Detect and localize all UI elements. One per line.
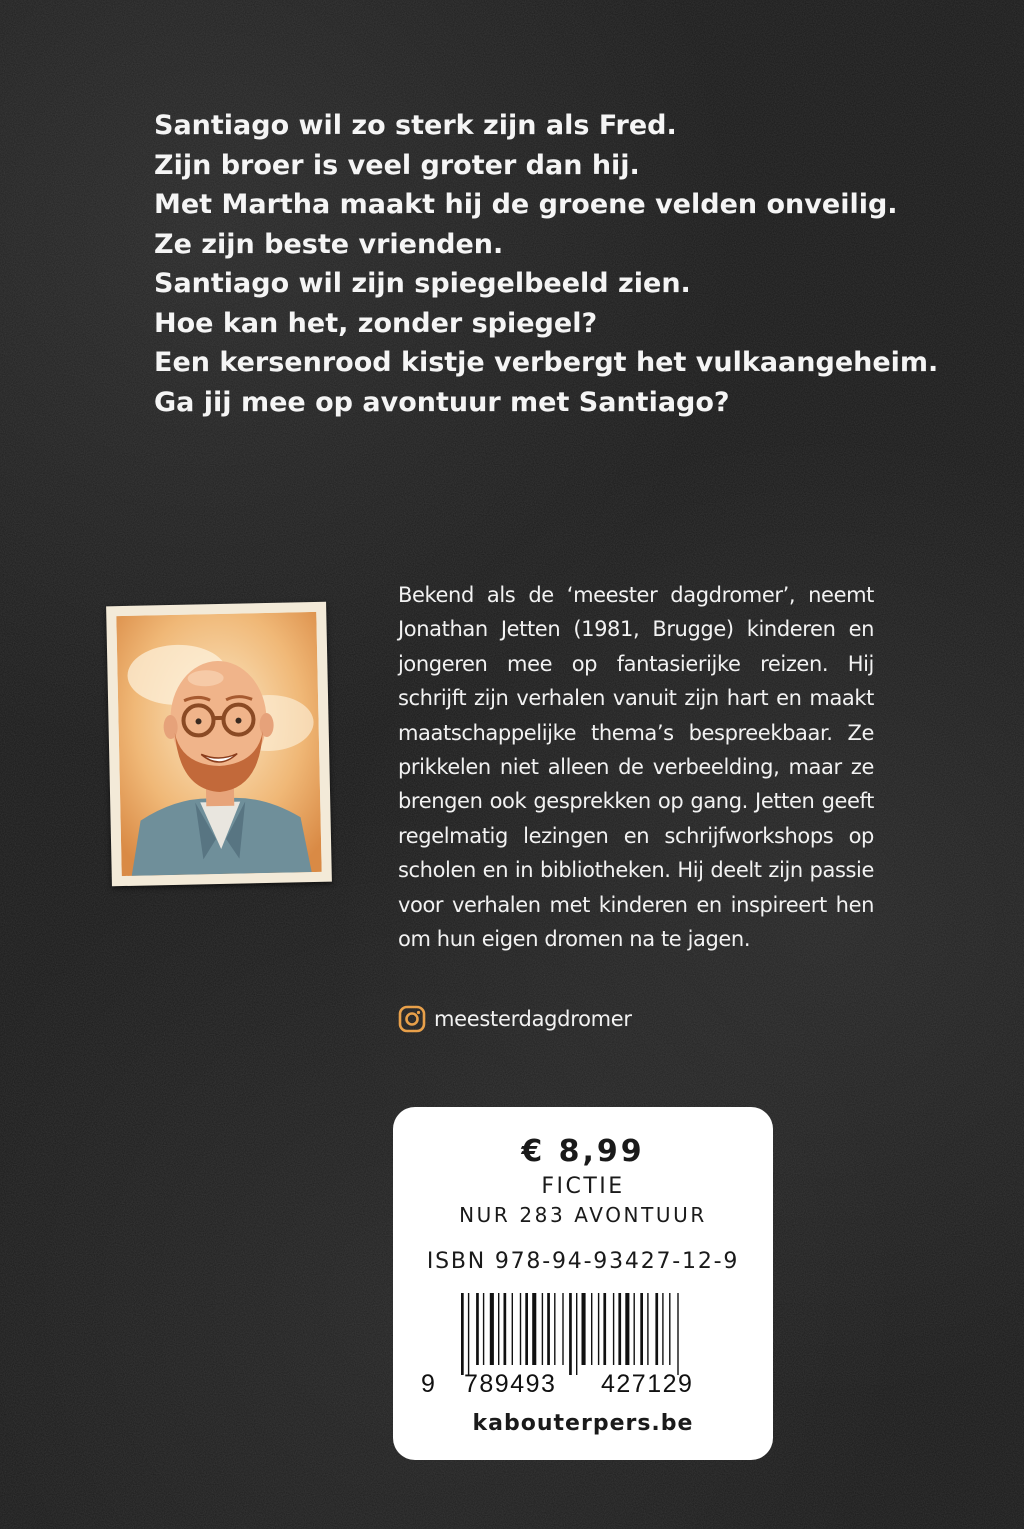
barcode-bar [618, 1293, 621, 1365]
barcode-bar [582, 1293, 586, 1365]
blurb-line: Een kersenrood kistje verbergt het vulkaangeheim. [154, 347, 939, 378]
barcode-bar [647, 1293, 648, 1365]
blurb-line: Ze zijn beste vrienden. [154, 228, 504, 260]
blurb-line: Santiago wil zijn spiegelbeeld zien. [154, 268, 691, 299]
barcode-bar [483, 1293, 484, 1365]
barcode-bar [461, 1293, 464, 1375]
isbn-number: ISBN 978-94-93427-12-9 [426, 1249, 740, 1274]
barcode-bar [547, 1293, 550, 1365]
blurb-line: Ga jij mee op avontuur met Santiago? [154, 386, 730, 418]
author-illustration [116, 612, 321, 876]
barcode-bar [562, 1293, 563, 1365]
barcode-bar [504, 1293, 507, 1365]
blurb-text [154, 106, 939, 422]
barcode-bar [542, 1293, 543, 1365]
barcode-bar [613, 1293, 614, 1365]
instagram-icon [398, 1005, 426, 1033]
instagram-handle: meesterdagdromer [434, 1007, 632, 1031]
isbn-barcode [431, 1293, 731, 1375]
barcode-bar [520, 1293, 521, 1365]
price-info-card [393, 1107, 773, 1460]
blurb-line: Hoe kan het, zonder spiegel? [154, 307, 598, 339]
barcode-bar [677, 1293, 678, 1375]
barcode-bar [476, 1293, 479, 1365]
barcode-bar [634, 1293, 635, 1365]
blurb-line: Zijn broer is veel groter dan hij. [154, 149, 640, 181]
barcode-bar [576, 1293, 577, 1375]
barcode-bar [512, 1293, 513, 1365]
blurb-line: Met Martha maakt hij de groene velden onveilig. [154, 189, 898, 220]
barcode-bar [669, 1293, 670, 1365]
barcode-bar [498, 1293, 499, 1365]
barcode-bar [603, 1293, 606, 1365]
barcode-bar [525, 1293, 528, 1365]
barcode-bar [468, 1293, 469, 1375]
barcode-digits-first: 9 [421, 1370, 437, 1398]
genre-label: FICTIE [541, 1174, 625, 1199]
barcode-bar [625, 1293, 629, 1365]
barcode-bar [569, 1293, 572, 1375]
barcode-bar [640, 1293, 643, 1365]
barcode-bar [490, 1293, 494, 1365]
barcode-digits-left: 789493 [464, 1370, 557, 1398]
author-portrait [106, 602, 332, 887]
blurb-line: Santiago wil zo sterk zijn als Fred. [154, 110, 677, 141]
barcode-bar [532, 1293, 536, 1365]
barcode-bar [655, 1293, 658, 1365]
nur-code: NUR 283 AVONTUUR [459, 1203, 707, 1227]
price-label: € 8,99 [521, 1134, 645, 1169]
instagram-link[interactable] [398, 1002, 632, 1036]
author-bio: Bekend als de ‘meester dagdromer’, neemt Jonathan Jetten (1981, Brugge) kinderen en jongeren mee op fantasierijke reizen. Hij schrijft zijn verhalen vanuit zijn hart en maakt maatschappelijke thema’s bespreekbaar. Ze prikkelen niet alleen de verbeelding, maar ze brengen ook gesprekken op gang. Jetten geeft regelmatig lezingen en schrijfworkshops op scholen en in bibliotheken. Hij deelt zijn passie voor verhalen met kinderen en inspireert hen om hun eigen dromen na te jagen. [398, 583, 874, 952]
barcode-bar [554, 1293, 555, 1365]
barcode-bar [662, 1293, 663, 1365]
barcode-bar [598, 1293, 599, 1365]
barcode-bar [591, 1293, 592, 1365]
publisher-website: kabouterpers.be [472, 1411, 694, 1436]
barcode-digits-right: 427129 [601, 1370, 694, 1398]
